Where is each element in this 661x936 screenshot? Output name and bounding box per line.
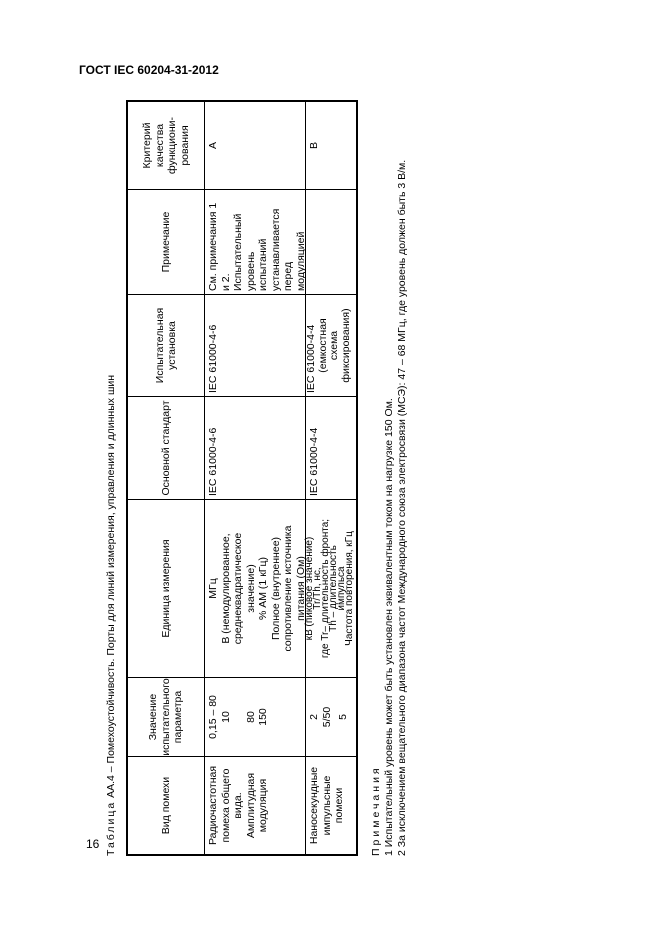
cell-disturbance: Наносекундные импульсные помехи — [306, 756, 356, 854]
cell-note: См. примечания 1 и 2. Испытательный уровень испытаний устанавливается перед модуляцией — [205, 189, 305, 294]
notes-title: Примечания — [370, 765, 382, 856]
page-number: 16 — [86, 837, 100, 851]
table-caption — [100, 100, 122, 856]
cell-standard: IEC 61000-4-4 — [306, 396, 356, 499]
cell-unit: кВ (пиковое значение) Tr/Th, нс, где Tr– длительность фронта; Th – длительность импульса Частота повторения, кГц — [306, 499, 356, 677]
cell-setup: IEC 61000-4-4 (емкостная схема фиксирования) — [306, 294, 356, 396]
cell-setup: IEC 61000-4-6 — [205, 294, 305, 396]
table-row — [205, 102, 306, 854]
cell-value: 0,15 – 80 10 80 150 — [205, 677, 305, 756]
header-note: Примечание — [128, 189, 204, 294]
cell-criterion: B — [308, 142, 320, 150]
caption-number: АА.4 — [105, 775, 117, 798]
caption-text: – Помехоустойчивость. Порты для линий измерения, управления и длинных шин — [105, 374, 117, 776]
header-value: Значение испытательного параметра — [128, 677, 204, 756]
document-code: ГОСТ IEC 60204-31-2012 — [79, 63, 219, 77]
header-disturbance: Вид помехи — [128, 756, 204, 854]
header-unit: Единица измерения — [128, 499, 204, 677]
note-item: 1 Испытательный уровень может быть установлен эквивалентным током на нагрузке 150 Ом. — [383, 398, 395, 856]
note-item: 2 За исключением вещательного диапазона частот Международного союза электросвязи (МСЭ): 47 – 68 МГц, где уровень должен быть 3 В/м. — [396, 159, 408, 856]
caption-prefix: Таблица — [105, 800, 117, 856]
header-criterion: Критерий качества функциони-рования — [141, 116, 191, 175]
table-header-row — [128, 102, 205, 854]
cell-standard: IEC 61000-4-6 — [205, 396, 305, 499]
immunity-table — [126, 100, 358, 856]
cell-disturbance: Радиочастотная помеха общего вида. Амплитудная модуляция — [205, 756, 305, 854]
header-setup: Испытательная установка — [128, 294, 204, 396]
cell-criterion: A — [207, 142, 219, 150]
cell-unit: МГц В (немодулированное, среднеквадратическое значение) % АМ (1 кГц) Полное (внутреннее) сопротивление источника питания (Ом) — [205, 499, 305, 677]
cell-value: 2 5/50 5 — [306, 677, 356, 756]
table-notes — [370, 100, 409, 856]
rotated-content — [100, 100, 416, 856]
table-row — [306, 102, 356, 854]
header-standard: Основной стандарт — [128, 396, 204, 499]
cell-note — [306, 189, 356, 294]
